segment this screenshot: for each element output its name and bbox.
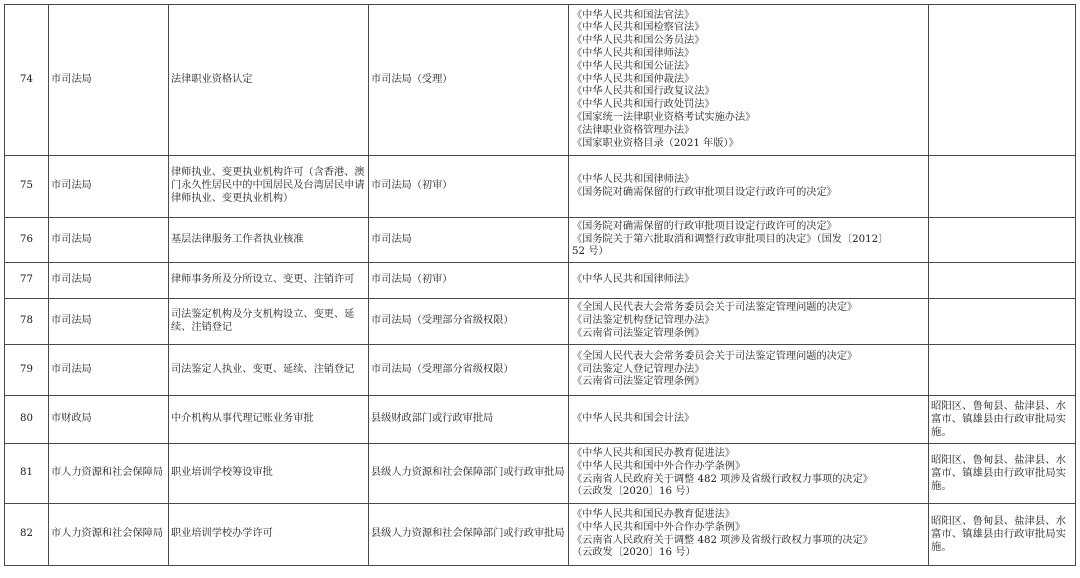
row-number: 74 — [5, 5, 49, 156]
item-name-cell: 中介机构从事代理记账业务审批 — [169, 396, 369, 444]
legal-basis-line: 《中华人民共和国民办教育促进法》 — [572, 447, 735, 459]
legal-basis-cell — [569, 299, 929, 345]
item-name-cell: 基层法律服务工作者执业核准 — [169, 218, 369, 263]
row-number: 77 — [5, 263, 49, 299]
row-number: 79 — [5, 345, 49, 396]
department-cell: 市司法局 — [49, 5, 169, 156]
legal-basis-cell — [569, 156, 929, 218]
item-name-cell: 职业培训学校筹设审批 — [169, 444, 369, 504]
remark-cell — [929, 299, 1076, 345]
legal-basis-line: 《中华人民共和国中外合作办学条例》 — [572, 521, 746, 533]
department-cell: 市司法局 — [49, 299, 169, 345]
row-number: 78 — [5, 299, 49, 345]
legal-basis-line: 《司法鉴定人登记管理办法》 — [572, 363, 705, 375]
remark-cell: 昭阳区、鲁甸县、盐津县、水富市、镇雄县由行政审批局实施。 — [929, 504, 1076, 566]
legal-basis-cell — [569, 504, 929, 566]
department-cell: 市司法局 — [49, 345, 169, 396]
legal-basis-line: 《中华人民共和国公务员法》 — [572, 35, 705, 47]
legal-basis-line: 《全国人民代表大会常务委员会关于司法鉴定管理问题的决定》 — [572, 302, 858, 314]
item-name-cell: 法律职业资格认定 — [169, 5, 369, 156]
row-number: 82 — [5, 504, 49, 566]
legal-basis-line: 《国务院对确需保留的行政审批项目设定行政许可的决定》 — [572, 220, 837, 232]
legal-basis-line: 《中华人民共和国民办教育促进法》 — [572, 508, 735, 520]
table-row — [5, 444, 1076, 504]
legal-basis-line: 《国务院关于第六批取消和调整行政审批项目的决定》（国发〔2012〕 — [572, 233, 889, 245]
table-row — [5, 396, 1076, 444]
department-cell: 市司法局 — [49, 218, 169, 263]
legal-basis-line: 《云南省人民政府关于调整 482 项涉及省级行政权力事项的决定》 — [572, 473, 873, 485]
remark-cell — [929, 345, 1076, 396]
legal-basis-line: 《云南省人民政府关于调整 482 项涉及省级行政权力事项的决定》 — [572, 534, 873, 546]
legal-basis-line: 《全国人民代表大会常务委员会关于司法鉴定管理问题的决定》 — [572, 350, 858, 362]
legal-basis-line: 《国家统一法律职业资格考试实施办法》 — [572, 111, 756, 123]
department-cell: 市人力资源和社会保障局 — [49, 504, 169, 566]
legal-basis-line: 《中华人民共和国检察官法》 — [572, 22, 705, 34]
implementer-cell: 市司法局（受理） — [369, 5, 569, 156]
table-row — [5, 156, 1076, 218]
item-name-cell: 司法鉴定人执业、变更、延续、注销登记 — [169, 345, 369, 396]
implementer-cell: 市司法局 — [369, 218, 569, 263]
remark-cell — [929, 263, 1076, 299]
legal-basis-line: 《法律职业资格管理办法》 — [572, 124, 695, 136]
remark-cell: 昭阳区、鲁甸县、盐津县、水富市、镇雄县由行政审批局实施。 — [929, 396, 1076, 444]
item-name-cell: 司法鉴定机构及分支机构设立、变更、延续、注销登记 — [169, 299, 369, 345]
row-number: 76 — [5, 218, 49, 263]
legal-basis-line: 《中华人民共和国会计法》 — [572, 413, 695, 425]
department-cell: 市财政局 — [49, 396, 169, 444]
legal-basis-line: 《云南省司法鉴定管理条例》 — [572, 327, 705, 339]
legal-basis-line: 52 号） — [572, 246, 609, 258]
remark-cell: 昭阳区、鲁甸县、盐津县、水富市、镇雄县由行政审批局实施。 — [929, 444, 1076, 504]
item-name-cell: 职业培训学校办学许可 — [169, 504, 369, 566]
item-name-cell: 律师执业、变更执业机构许可（含香港、澳门永久性居民中的中国居民及台湾居民申请律师执业、变更执业机构） — [169, 156, 369, 218]
legal-basis-line: 《司法鉴定机构登记管理办法》 — [572, 315, 715, 327]
legal-basis-line: （云政发〔2020〕16 号） — [572, 547, 696, 559]
legal-basis-line: 《国务院对确需保留的行政审批项目设定行政许可的决定》 — [572, 186, 837, 198]
legal-basis-cell — [569, 218, 929, 263]
legal-basis-line: 《中华人民共和国公证法》 — [572, 60, 695, 72]
table-row — [5, 218, 1076, 263]
remark-cell — [929, 5, 1076, 156]
legal-basis-line: 《中华人民共和国中外合作办学条例》 — [572, 460, 746, 472]
row-number: 75 — [5, 156, 49, 218]
legal-basis-line: （云政发〔2020〕16 号） — [572, 486, 696, 498]
legal-basis-line: 《中华人民共和国法官法》 — [572, 9, 695, 21]
remark-cell — [929, 218, 1076, 263]
remark-cell — [929, 156, 1076, 218]
table-row — [5, 263, 1076, 299]
item-name-cell: 律师事务所及分所设立、变更、注销许可 — [169, 263, 369, 299]
legal-basis-line: 《中华人民共和国律师法》 — [572, 48, 695, 59]
table-row — [5, 504, 1076, 566]
legal-basis-cell — [569, 444, 929, 504]
table-row — [5, 299, 1076, 345]
department-cell: 市人力资源和社会保障局 — [49, 444, 169, 504]
legal-basis-line: 《国家职业资格目录（2021 年版）》 — [572, 137, 739, 149]
implementer-cell: 市司法局（初审） — [369, 263, 569, 299]
legal-basis-line: 《云南省司法鉴定管理条例》 — [572, 376, 705, 388]
table-row — [5, 345, 1076, 396]
implementer-cell: 县级人力资源和社会保障部门或行政审批局 — [369, 444, 569, 504]
department-cell: 市司法局 — [49, 263, 169, 299]
legal-basis-line: 《中华人民共和国行政处罚法》 — [572, 99, 715, 111]
row-number: 81 — [5, 444, 49, 504]
table-row — [5, 5, 1076, 156]
legal-basis-line: 《中华人民共和国仲裁法》 — [572, 73, 695, 85]
implementer-cell: 县级财政部门或行政审批局 — [369, 396, 569, 444]
admin-permission-table — [4, 4, 1076, 566]
legal-basis-cell — [569, 263, 929, 299]
row-number: 80 — [5, 396, 49, 444]
legal-basis-cell — [569, 396, 929, 444]
legal-basis-cell — [569, 345, 929, 396]
implementer-cell: 县级人力资源和社会保障部门或行政审批局 — [369, 504, 569, 566]
department-cell: 市司法局 — [49, 156, 169, 218]
implementer-cell: 市司法局（受理部分省级权限） — [369, 345, 569, 396]
implementer-cell: 市司法局（初审） — [369, 156, 569, 218]
implementer-cell: 市司法局（受理部分省级权限） — [369, 299, 569, 345]
legal-basis-cell — [569, 5, 929, 156]
table-body — [5, 5, 1076, 566]
legal-basis-line: 《中华人民共和国律师法》 — [572, 173, 695, 185]
legal-basis-line: 《中华人民共和国行政复议法》 — [572, 86, 715, 98]
legal-basis-line: 《中华人民共和国律师法》 — [572, 274, 695, 286]
